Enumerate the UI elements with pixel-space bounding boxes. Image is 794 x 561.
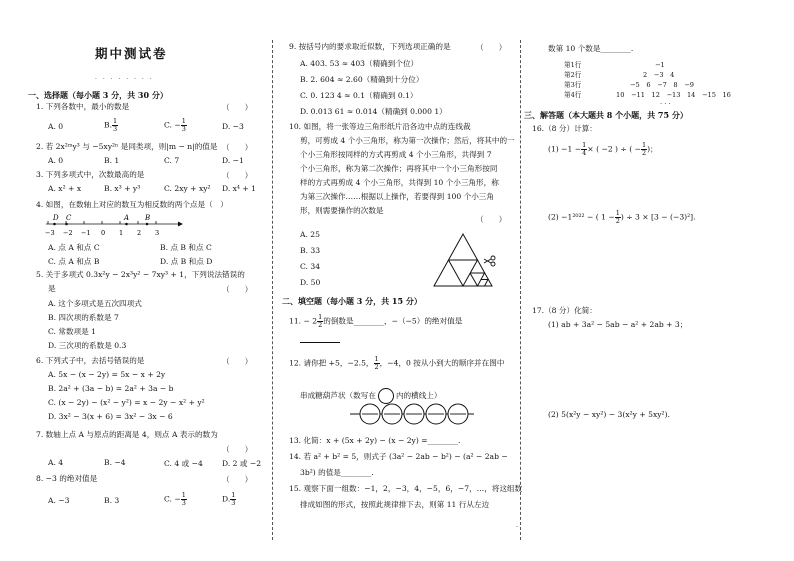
- q4-opt-d: D. 点 B 和点 D: [160, 257, 213, 266]
- q6: 6. 下列式子中，去括号错误的是: [36, 356, 145, 365]
- number-line: [44, 212, 184, 238]
- q6-opt-c: C. (x − 2y) − (x² − y²) = x − 2y − x² + y²: [48, 398, 205, 407]
- q8-opt-d: D. $\frac{1}{3}$: [222, 491, 236, 507]
- q7-opt-c: C. 4 或 −4: [164, 459, 203, 468]
- row-label: 第2行: [564, 71, 582, 79]
- q17-part1: (1) ab + 3a² − 5ab − a² + 2ab + 3；: [548, 320, 688, 329]
- q1-opt-b: B. $\frac{1}{3}$: [104, 117, 118, 133]
- tick-label: −1: [81, 229, 91, 237]
- q5-opt-d: D. 三次项的系数是 0.3: [48, 341, 127, 350]
- point-d-label: D: [53, 214, 59, 222]
- q10-opt-a: A. 25: [300, 230, 320, 239]
- q16: 16.（8 分）计算：: [532, 124, 597, 133]
- dotted-rule: · · · · · · · ·: [95, 76, 154, 83]
- q3-opt-c: C. 2xy + xy²: [164, 184, 211, 193]
- tick-label: 1: [119, 229, 124, 237]
- tick-label: 2: [137, 229, 142, 237]
- q10-opt-b: B. 33: [300, 246, 321, 255]
- ellipsis: · · ·: [660, 100, 671, 108]
- q6-paren: （ ）: [222, 357, 253, 366]
- q9-opt-c: C. 0. 123 4 ≈ 0.1（精确到 0.1）: [300, 91, 418, 100]
- row-values: −1: [655, 61, 665, 69]
- q8-paren: （ ）: [222, 475, 253, 484]
- q4-opt-a: A. 点 A 和点 C: [48, 243, 100, 252]
- q8-opt-c: C. − $\frac{1}{3}$: [164, 491, 186, 507]
- section-fill-blank: 二、填空题（每小题 3 分，共 15 分）: [282, 296, 422, 306]
- q8-opt-b: B. 3: [104, 496, 120, 505]
- tick-label: −2: [63, 229, 73, 237]
- q10-line: 10. 如图，将一张等边三角形纸片沿各边中点的连线裁: [289, 122, 471, 131]
- q9-opt-d: D. 0.013 61 ≈ 0.014（精确到 0.000 1）: [300, 107, 447, 116]
- q5-opt-b: B. 四次项的系数是 7: [48, 313, 119, 322]
- q10-paren: （ ）: [476, 215, 507, 224]
- q1-opt-a: A. 0: [48, 122, 64, 131]
- q7-opt-a: A. 4: [48, 458, 64, 467]
- point-mark: [65, 223, 68, 226]
- point-c-label: C: [66, 214, 72, 222]
- triangle-figure: [430, 232, 500, 288]
- q3-opt-a: A. x² + x: [48, 184, 82, 193]
- column-divider: [520, 40, 521, 540]
- q2-opt-b: B. 1: [104, 156, 120, 165]
- q10-opt-d: D. 50: [300, 278, 321, 287]
- q17-part2: (2) 5(x²y − xy²) − 3(x²y + 5xy²).: [548, 410, 670, 419]
- q15-line2: 排成如图的形式，按照此规律排下去，则第 11 行从左边: [300, 500, 490, 509]
- q9-opt-b: B. 2. 604 ≈ 2.60（精确到十分位）: [300, 75, 424, 84]
- q1: 1. 下列各数中，最小的数是: [36, 102, 130, 111]
- q2-opt-a: A. 0: [48, 156, 64, 165]
- row-values: −5 6 −7 8 −9: [630, 81, 694, 89]
- q16-part2: (2) −1²⁰²² − ( 1 − $\frac{1}{2}$ ) ÷ 3 × [3 − (−3)²].: [548, 209, 696, 225]
- q7: 7. 数轴上点 A 与原点的距离是 4，则点 A 表示的数为: [36, 430, 218, 439]
- row-values: 2 −3 4: [643, 71, 675, 79]
- q3: 3. 下列多项式中，次数最高的是: [36, 170, 145, 179]
- q5-line2: 是: [48, 284, 56, 293]
- q9-opt-a: A. 403. 53 ≈ 403（精确到个位）: [300, 59, 419, 68]
- section-choice: 一、选择题（每小题 3 分，共 30 分）: [28, 90, 168, 100]
- q1-paren: （ ）: [222, 103, 253, 112]
- tick-label: 3: [155, 229, 160, 237]
- q15-line3: 数第 10 个数是________.: [548, 44, 634, 53]
- q5-line1: 5. 关于多项式 0.3x²y − 2x³y² − 7xy³ + 1，下列说法错误的: [36, 270, 245, 279]
- q4: 4. 如图，在数轴上对应的数互为相反数的两个点是（ ）: [36, 200, 228, 209]
- point-mark: [53, 223, 56, 226]
- q10-line: 个小三角形按同样的方式再剪成 4 个小三角形，共得到 7: [300, 150, 492, 159]
- q2-paren: （ ）: [222, 143, 253, 152]
- point-mark: [146, 223, 149, 226]
- q15-line1: 15. 观察下面一组数：−1，2，−3，4，−5，6，−7，…，将这组数: [289, 484, 523, 493]
- q6-opt-d: D. 3x² − 3(x + 6) = 3x² − 3x − 6: [48, 412, 173, 421]
- q5-paren: （ ）: [222, 285, 253, 294]
- q3-opt-d: D. x⁴ + 1: [222, 184, 256, 193]
- point-b-label: B: [145, 214, 151, 222]
- q8-opt-a: A. −3: [48, 496, 70, 505]
- q3-opt-b: B. x³ + y³: [104, 184, 141, 193]
- q1-opt-d: D. −3: [222, 122, 244, 131]
- q14-line1: 14. 若 a² + b² = 5，则式子 (3a² − 2ab − b²) − (a² − 2ab −: [289, 452, 508, 461]
- q12-line2: 串成糖葫芦状（数写在 内的横线上）: [300, 388, 442, 404]
- q9-paren: （ ）: [476, 43, 507, 52]
- q2: 2. 若 2x²ᵐy³ 与 −5xy²ⁿ 是同类项，则|m − n|的值是: [36, 142, 218, 151]
- q17: 17.（8 分）化简：: [532, 306, 597, 315]
- q2-opt-d: D. −1: [222, 156, 244, 165]
- q1-opt-c: C. − $\frac{1}{3}$: [164, 117, 186, 133]
- row-label: 第4行: [564, 91, 582, 99]
- q10-line: 个小三角形，称为第二次操作；再将其中一个小三角形按同: [300, 164, 498, 173]
- candied-haws-figure: [348, 402, 478, 426]
- q6-opt-b: B. 2a² + (3a − b) = 2a² + 3a − b: [48, 384, 174, 393]
- q11: 11. − 2 $\frac{1}{2}$ 的倒数是________，−（−5）的绝对值是: [289, 313, 463, 329]
- q7-opt-d: D. 2 或 −2: [222, 459, 262, 468]
- point-mark: [125, 223, 128, 226]
- row-values: 10 −11 12 −13 14 −15 16: [616, 91, 731, 99]
- q3-paren: （ ）: [222, 171, 253, 180]
- q16-part1: (1) −1 − $\frac{1}{4}$ × ( −2 ) ÷ ( − $\frac{1}{2}$ )；: [548, 141, 658, 157]
- q10-line: 形，则需要操作的次数是: [300, 206, 384, 215]
- q12-line1: 12. 请你把 +5，−2.5， $\frac{1}{2}$ ，−4，0 按从小到大的顺序并在图中: [289, 355, 505, 371]
- q7-paren: （ ）: [222, 445, 253, 454]
- q4-opt-c: C. 点 A 和点 B: [48, 257, 100, 266]
- tick-label: −3: [45, 229, 55, 237]
- q2-opt-c: C. 7: [164, 156, 180, 165]
- q10-opt-c: C. 34: [300, 262, 321, 271]
- q14-line2: 3b²) 的值是________.: [300, 468, 374, 477]
- title: 期中测试卷: [95, 46, 168, 61]
- section-solve: 三、解答题（本大题共 8 个小题，共 75 分）: [524, 110, 688, 120]
- q10-line: 为第三次操作……根据以上操作，若要得到 100 个小三角: [300, 192, 494, 201]
- q10-line: 样的方式再剪成 4 个小三角形，共得到 10 个小三角形，称: [300, 178, 499, 187]
- q11-blank: [300, 334, 340, 343]
- q10-line: 剪，可剪成 4 个小三角形，称为第一次操作；然后，将其中的一: [300, 136, 515, 145]
- row-label: 第1行: [564, 61, 582, 69]
- q8: 8. −3 的绝对值是: [36, 474, 98, 483]
- q7-opt-b: B. −4: [104, 458, 126, 467]
- q9: 9. 按括号内的要求取近似数，下列选项正确的是: [289, 42, 451, 51]
- tick-label: 0: [101, 229, 106, 237]
- q13: 13. 化简：x + (5x + 2y) − (x − 2y) =________.: [289, 436, 461, 445]
- column-divider: [272, 40, 273, 540]
- q6-opt-a: A. 5x − (x − 2y) = 5x − x + 2y: [48, 370, 166, 379]
- point-a-label: A: [124, 214, 130, 222]
- scissors-icon: [484, 256, 495, 266]
- q5-opt-c: C. 常数项是 1: [48, 327, 96, 336]
- row-label: 第3行: [564, 81, 582, 89]
- q5-opt-a: A. 这个多项式是五次四项式: [48, 299, 142, 308]
- page-mark: .: [516, 521, 519, 529]
- q4-opt-b: B. 点 B 和点 C: [160, 243, 212, 252]
